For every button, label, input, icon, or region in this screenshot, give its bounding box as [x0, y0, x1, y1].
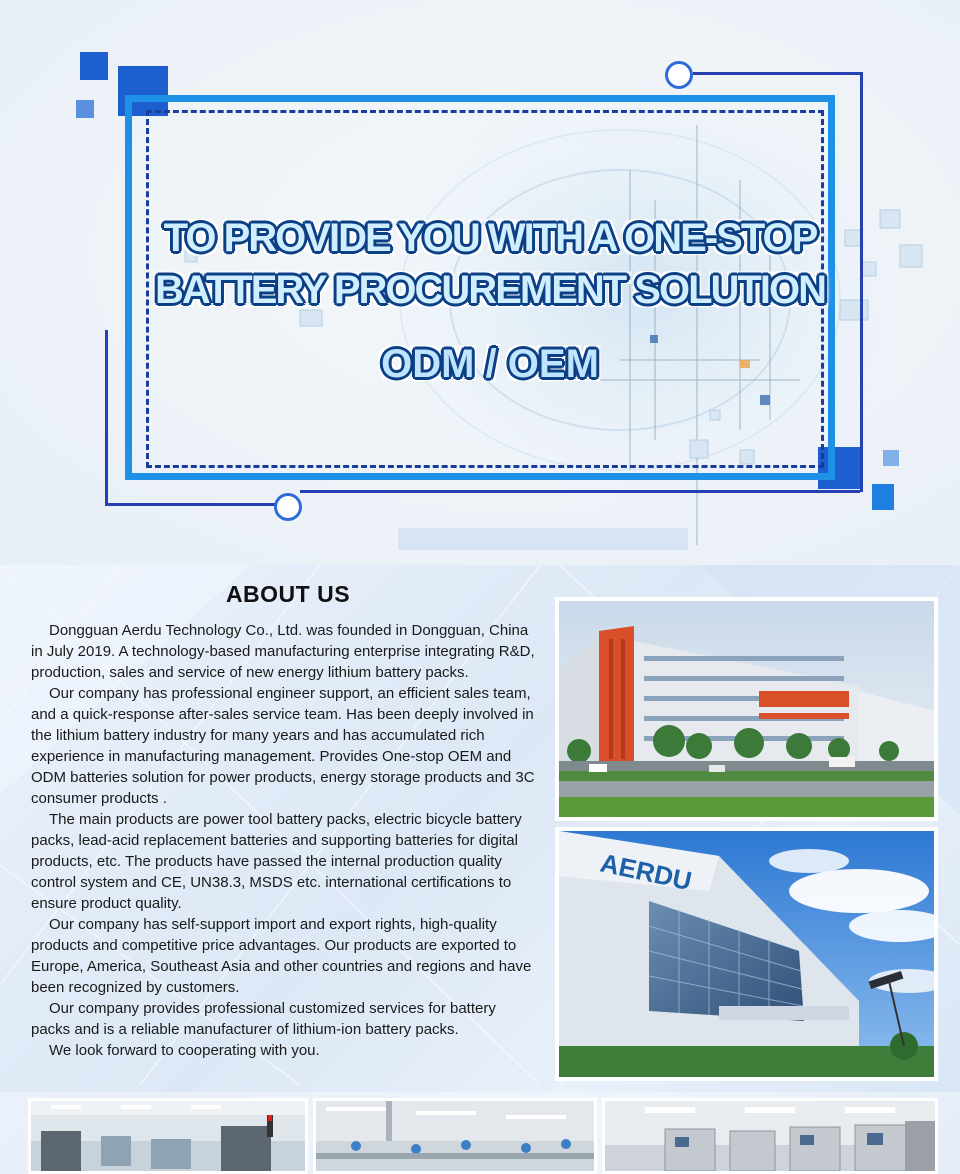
- decor-line: [860, 72, 863, 492]
- about-paragraph: Dongguan Aerdu Technology Co., Ltd. was founded in Dongguan, China in July 2019. A technology-based manufacturing enterprise integrating R&D, production, sales and service of new energy lithium battery packs.: [31, 622, 535, 681]
- decor-square: [883, 450, 899, 466]
- banner-odm-oem: ODM / OEM: [381, 342, 599, 386]
- workshop-image-1: [31, 1101, 305, 1171]
- about-paragraph: Our company has self-support import and export rights, high-quality products and competitive price advantages. Our products are exported to Europe, America, Southeast Asia and other countries and regions and have been recognized by customers.: [31, 916, 532, 996]
- decor-square: [80, 52, 108, 80]
- workshop-image-2: [316, 1101, 594, 1171]
- workshop-photo-1: [28, 1098, 308, 1174]
- decor-square: [76, 100, 94, 118]
- decor-line: [693, 72, 863, 75]
- decor-line: [105, 503, 275, 506]
- decor-ring-icon: [665, 61, 693, 89]
- hero-banner: [0, 0, 960, 565]
- about-title: ABOUT US: [225, 581, 351, 607]
- about-section: [0, 565, 960, 1174]
- building-sign-text: AERDU: [597, 847, 695, 897]
- testing-lab-image: [605, 1101, 935, 1171]
- about-paragraph: Our company has professional engineer support, an efficient sales team, and a quick-response after-sales service team. Has been deeply involved in the lithium battery industry for many years and has accumulated rich experience in manufacturing management. Provides One-stop OEM and ODM batteries solution for power products, energy storage products and 3C consumer products .: [31, 685, 535, 807]
- decor-panel: [398, 528, 688, 550]
- office-building-image: [559, 831, 934, 1077]
- decor-line: [105, 330, 108, 506]
- office-building-photo: [555, 827, 938, 1081]
- about-paragraph: We look forward to cooperating with you.: [49, 1042, 320, 1059]
- testing-lab-photo: [602, 1098, 938, 1174]
- about-paragraph: The main products are power tool battery packs, electric bicycle battery packs, lead-acid replacement batteries and supporting batteries for digital products, etc. The products have passed the internal production quality control system and CE, UN38.3, MSDS etc. international certifications to ensure product quality.: [31, 811, 522, 912]
- factory-campus-image: [559, 601, 934, 817]
- factory-campus-photo: [555, 597, 938, 821]
- decor-square: [872, 484, 894, 510]
- decor-ring-icon: [274, 493, 302, 521]
- about-paragraph: Our company provides professional customized services for battery packs and is a reliable manufacturer of lithium-ion battery packs.: [31, 1000, 496, 1038]
- about-text: [31, 620, 539, 1061]
- banner-headline-line1: TO PROVIDE YOU WITH A ONE-STOP: [163, 216, 817, 260]
- banner-headline-line2: BATTERY PROCUREMENT SOLUTION: [155, 268, 825, 312]
- workshop-photo-2: [313, 1098, 597, 1174]
- decor-line: [300, 490, 860, 493]
